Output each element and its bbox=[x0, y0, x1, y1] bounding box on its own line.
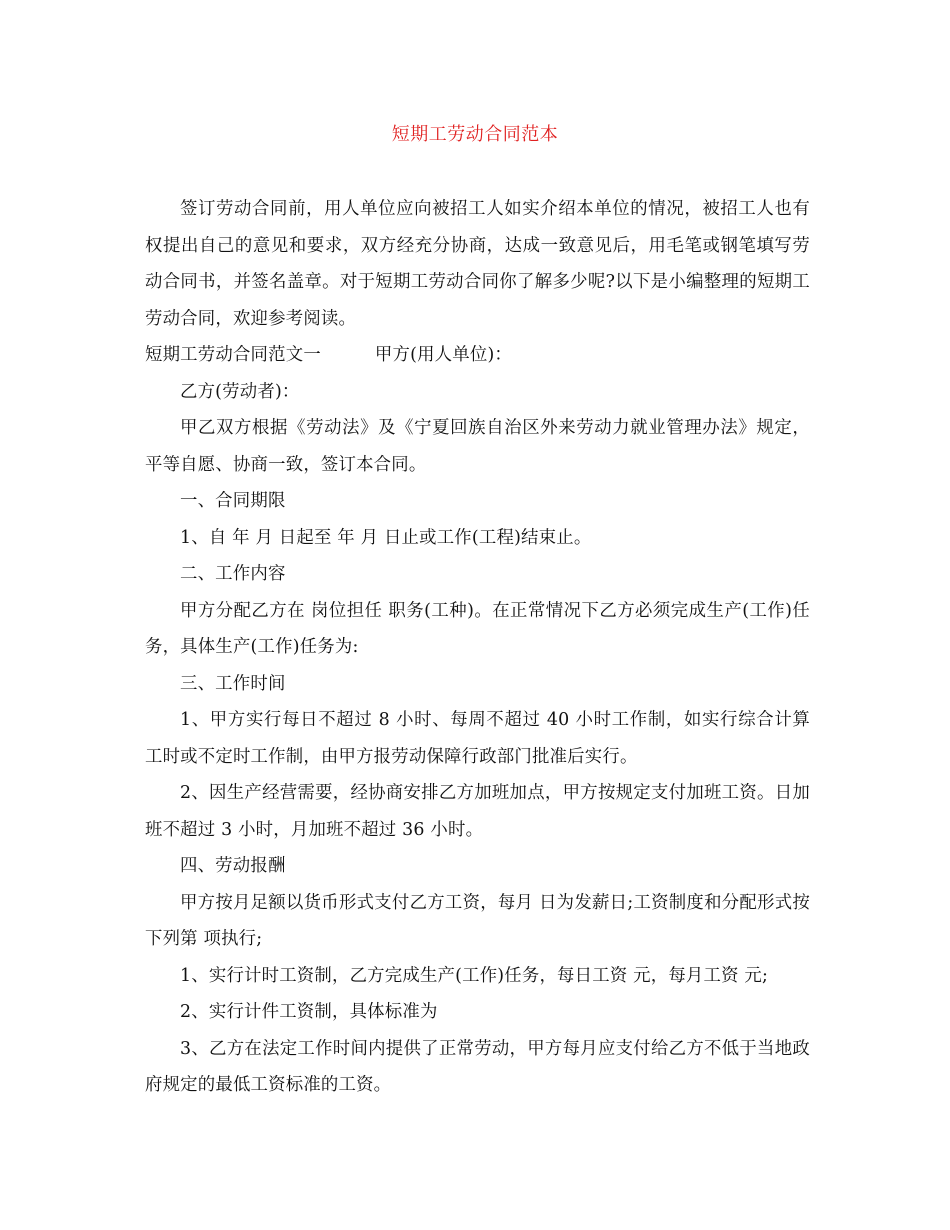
section-4-heading: 四、劳动报酬 bbox=[180, 856, 286, 876]
section-2-heading: 二、工作内容 bbox=[180, 564, 286, 584]
section-4-item-1: 1、实行计时工资制，乙方完成生产(工作)任务，每日工资 元，每月工资 元; bbox=[180, 965, 769, 986]
sample-heading-line bbox=[145, 337, 810, 374]
party-b-label: 乙方(劳动者)： bbox=[180, 381, 300, 402]
section-3-item-1: 1、甲方实行每日不超过 8 小时、每周不超过 40 小时工作制，如实行综合计算工时或不定时工作制，由甲方报劳动保障行政部门批准后实行。 bbox=[145, 710, 810, 767]
section-1-item-1: 1、自 年 月 日起至 年 月 日止或工作(工程)结束止。 bbox=[180, 527, 592, 548]
document-body bbox=[145, 191, 810, 1104]
intro-paragraph: 签订劳动合同前，用人单位应向被招工人如实介绍本单位的情况，被招工人也有权提出自己的意见和要求，双方经充分协商，达成一致意见后，用毛笔或钢笔填写劳动合同书，并签名盖章。对于短期工劳动合同你了解多少呢?以下是小编整理的短期工劳动合同，欢迎参考阅读。 bbox=[145, 199, 810, 329]
party-a-label: 甲方(用人单位)： bbox=[374, 345, 513, 365]
section-4-paragraph: 甲方按月足额以货币形式支付乙方工资，每月 日为发薪日;工资制度和分配形式按下列第 项执行; bbox=[145, 892, 810, 949]
section-1-heading: 一、合同期限 bbox=[180, 491, 286, 511]
sample-heading: 短期工劳动合同范文一 bbox=[145, 345, 321, 365]
section-4-item-3: 3、乙方在法定工作时间内提供了正常劳动，甲方每月应支付给乙方不低于当地政府规定的最低工资标准的工资。 bbox=[145, 1038, 810, 1095]
basis-paragraph: 甲乙双方根据《劳动法》及《宁夏回族自治区外来劳动力就业管理办法》规定，平等自愿、协商一致，签订本合同。 bbox=[145, 418, 810, 475]
section-2-paragraph: 甲方分配乙方在 岗位担任 职务(工种)。在正常情况下乙方必须完成生产(工作)任务，具体生产(工作)任务为: bbox=[145, 600, 810, 657]
section-3-heading: 三、工作时间 bbox=[180, 673, 286, 694]
section-4-item-2: 2、实行计件工资制，具体标准为 bbox=[180, 1002, 438, 1022]
document-title: 短期工劳动合同范本 bbox=[391, 124, 559, 145]
section-3-item-2: 2、因生产经营需要，经协商安排乙方加班加点，甲方按规定支付加班工资。日加班不超过 3 小时，月加班不超过 36 小时。 bbox=[145, 783, 810, 840]
